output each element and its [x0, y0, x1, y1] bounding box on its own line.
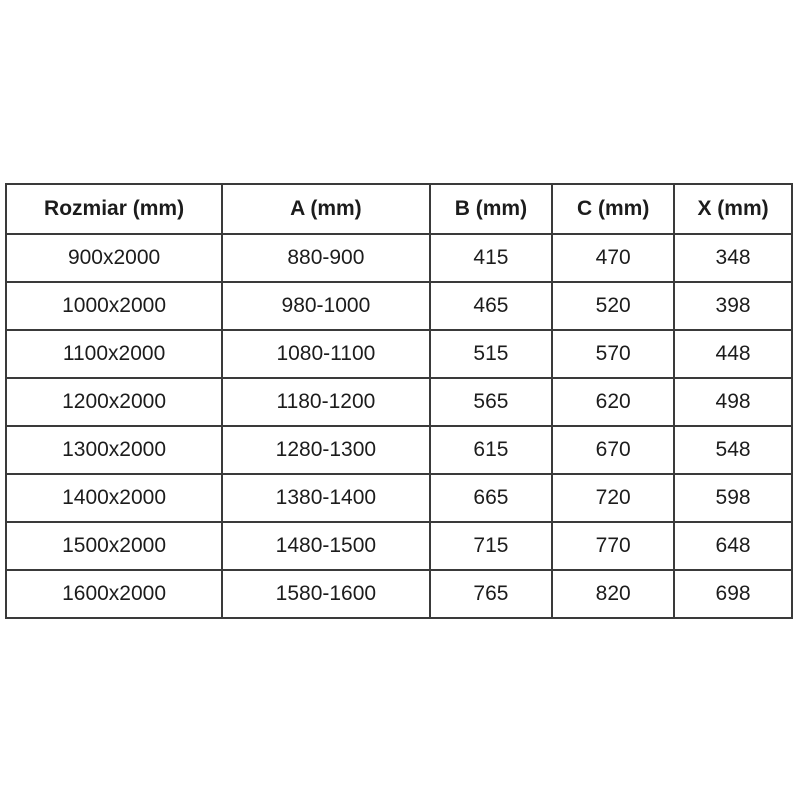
table-cell: 1100x2000: [6, 330, 222, 378]
table-cell: 498: [674, 378, 792, 426]
table-cell: 1000x2000: [6, 282, 222, 330]
table-cell: 1080-1100: [222, 330, 430, 378]
table-cell: 880-900: [222, 234, 430, 282]
table-row: [6, 426, 792, 474]
table-cell: 415: [430, 234, 553, 282]
table-cell: 1380-1400: [222, 474, 430, 522]
table-cell: 765: [430, 570, 553, 618]
column-header: B (mm): [430, 184, 553, 234]
table-cell: 620: [552, 378, 674, 426]
table-cell: 1600x2000: [6, 570, 222, 618]
size-table: [5, 183, 793, 619]
table-cell: 665: [430, 474, 553, 522]
table-cell: 470: [552, 234, 674, 282]
table-cell: 1300x2000: [6, 426, 222, 474]
table-cell: 465: [430, 282, 553, 330]
table-cell: 1280-1300: [222, 426, 430, 474]
column-header: Rozmiar (mm): [6, 184, 222, 234]
table-cell: 398: [674, 282, 792, 330]
table-cell: 900x2000: [6, 234, 222, 282]
table-cell: 520: [552, 282, 674, 330]
table-cell: 648: [674, 522, 792, 570]
table-cell: 1480-1500: [222, 522, 430, 570]
table-cell: 1200x2000: [6, 378, 222, 426]
table-row: [6, 522, 792, 570]
table-cell: 598: [674, 474, 792, 522]
column-header: C (mm): [552, 184, 674, 234]
table-cell: 820: [552, 570, 674, 618]
size-table-container: [5, 183, 793, 619]
table-row: [6, 282, 792, 330]
table-cell: 348: [674, 234, 792, 282]
table-cell: 1580-1600: [222, 570, 430, 618]
table-cell: 615: [430, 426, 553, 474]
table-cell: 1400x2000: [6, 474, 222, 522]
table-row: [6, 234, 792, 282]
table-cell: 515: [430, 330, 553, 378]
table-cell: 570: [552, 330, 674, 378]
table-row: [6, 330, 792, 378]
table-header-row: [6, 184, 792, 234]
table-cell: 715: [430, 522, 553, 570]
table-cell: 448: [674, 330, 792, 378]
size-table-body: [6, 234, 792, 618]
table-cell: 720: [552, 474, 674, 522]
table-cell: 670: [552, 426, 674, 474]
table-cell: 1180-1200: [222, 378, 430, 426]
table-cell: 770: [552, 522, 674, 570]
table-cell: 698: [674, 570, 792, 618]
size-table-header: [6, 184, 792, 234]
table-cell: 548: [674, 426, 792, 474]
table-row: [6, 570, 792, 618]
column-header: X (mm): [674, 184, 792, 234]
table-cell: 980-1000: [222, 282, 430, 330]
table-row: [6, 474, 792, 522]
column-header: A (mm): [222, 184, 430, 234]
table-row: [6, 378, 792, 426]
table-cell: 1500x2000: [6, 522, 222, 570]
table-cell: 565: [430, 378, 553, 426]
